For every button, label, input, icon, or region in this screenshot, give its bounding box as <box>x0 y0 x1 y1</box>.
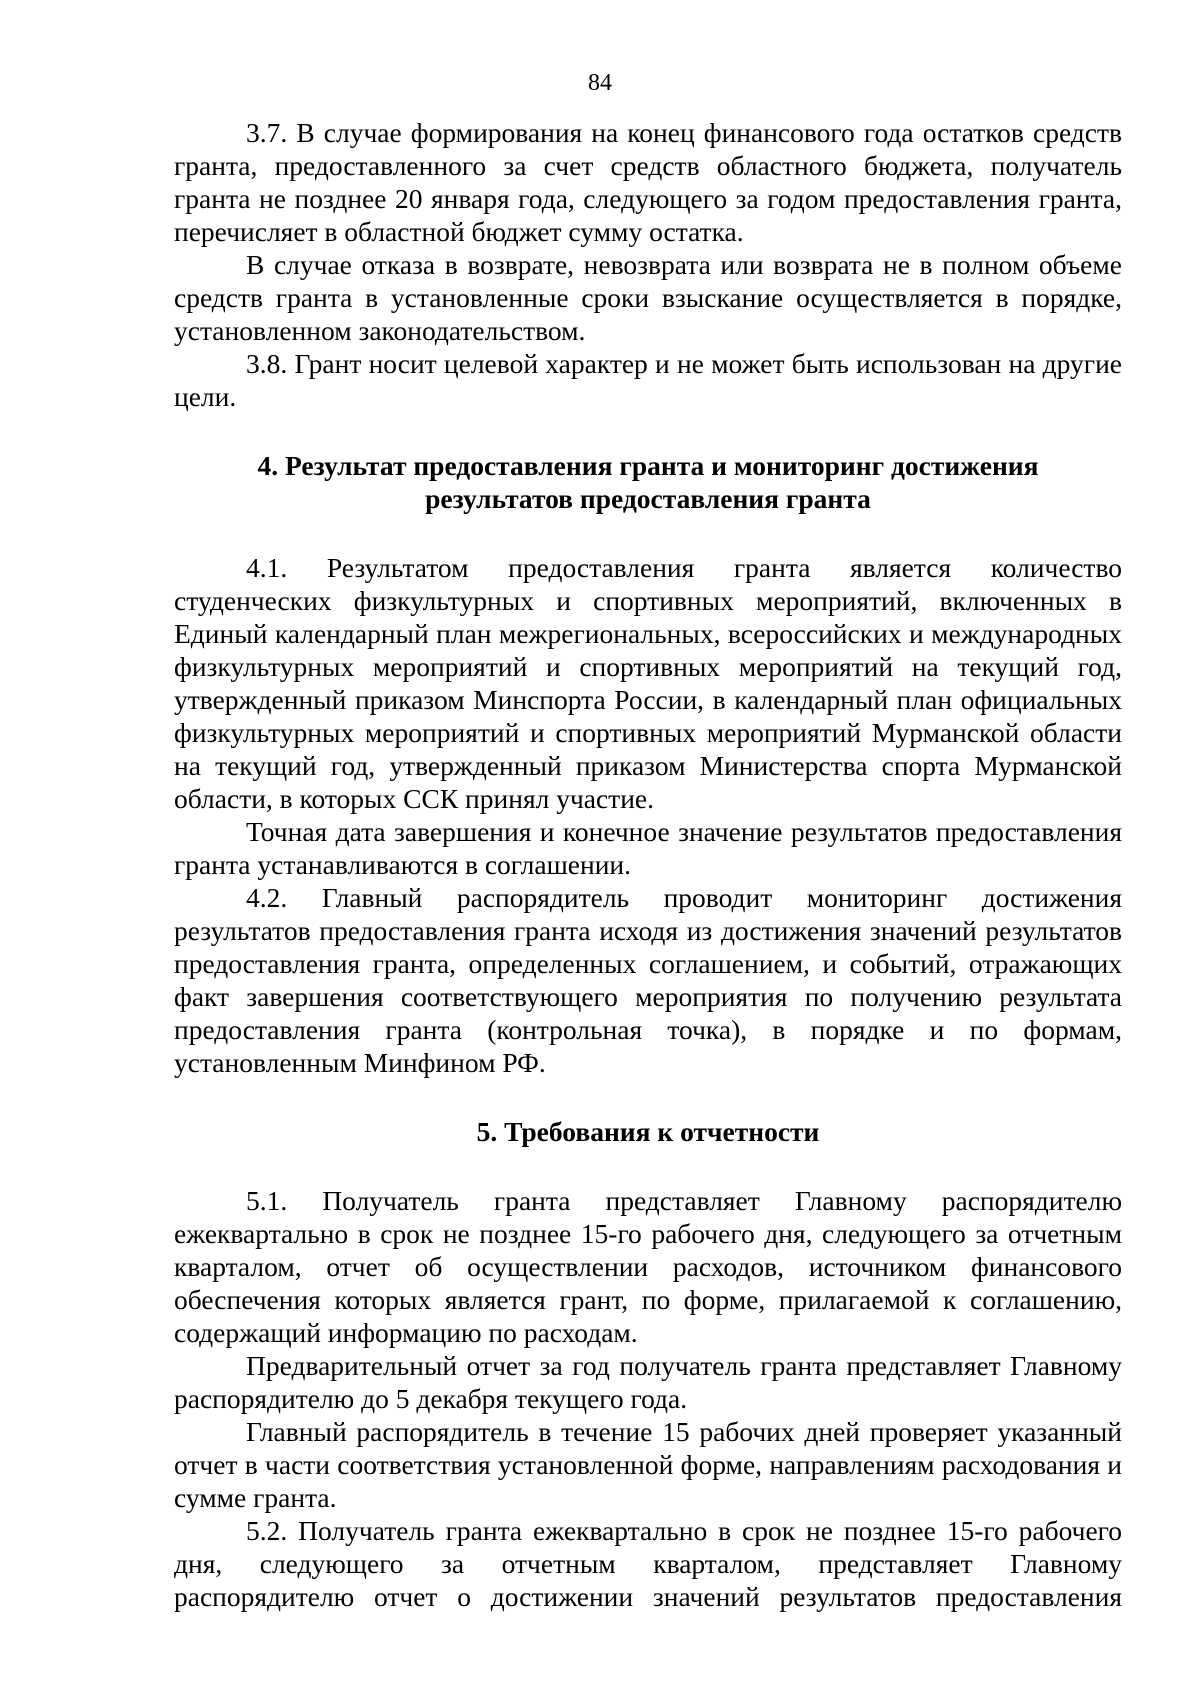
paragraph-3-7: 3.7. В случае формирования на конец финансового года остатков средств гранта, предоставленного за счет средств областного бюджета, получатель гранта не позднее 20 января года, следующего за годом предоставления гранта, перечисляет в областной бюджет сумму остатка. <box>174 117 1122 247</box>
paragraph-4-1-date: Точная дата завершения и конечное значение результатов предоставления гранта устанавливаются в соглашении. <box>174 816 1122 880</box>
page-content <box>174 116 1122 1613</box>
paragraph-4-2: 4.2. Главный распорядитель проводит мониторинг достижения результатов предоставления гранта исходя из достижения значений результатов предоставления гранта, определенных соглашением, и событий, отражающих факт завершения соответствующего мероприятия по получению результата предоставления гранта (контрольная точка), в порядке и по формам, установленным Минфином РФ. <box>174 882 1122 1078</box>
section-5-heading: 5. Требования к отчетности <box>476 1116 820 1147</box>
paragraph-5-1: 5.1. Получатель гранта представляет Главному распорядителю ежеквартально в срок не позднее 15-го рабочего дня, следующего за отчетным кварталом, отчет об осуществлении расходов, источником финансового обеспечения которых является грант, по форме, прилагаемой к соглашению, содержащий информацию по расходам. <box>174 1185 1122 1348</box>
paragraph-4-1: 4.1. Результатом предоставления гранта является количество студенческих физкультурных и спортивных мероприятий, включенных в Единый календарный план межрегиональных, всероссийских и международных физкультурных мероприятий и спортивных мероприятий на текущий год, утвержденный приказом Минспорта России, в календарный план официальных физкультурных мероприятий и спортивных мероприятий Мурманской области на текущий год, утвержденный приказом Министерства спорта Мурманской области, в которых ССК принял участие. <box>174 552 1122 814</box>
paragraph-5-2: 5.2. Получатель гранта ежеквартально в срок не позднее 15-го рабочего дня, следующего за отчетным кварталом, представляет Главному распорядителю отчет о достижении значений результатов предоставления <box>174 1515 1122 1612</box>
paragraph-5-1-check: Главный распорядитель в течение 15 рабочих дней проверяет указанный отчет в части соответствия установленной форме, направлениям расходования и сумме гранта. <box>174 1416 1122 1513</box>
section-4-heading: 4. Результат предоставления гранта и мониторинг достижения результатов предоставления гранта <box>257 450 1039 514</box>
page-number: 84 <box>588 70 612 96</box>
paragraph-3-7-refund: В случае отказа в возврате, невозврата или возврата не в полном объеме средств гранта в установленные сроки взыскание осуществляется в порядке, установленном законодательством. <box>174 249 1122 346</box>
paragraph-3-8: 3.8. Грант носит целевой характер и не может быть использован на другие цели. <box>174 348 1122 412</box>
paragraph-5-1-preliminary: Предварительный отчет за год получатель гранта представляет Главному распорядителю до 5 декабря текущего года. <box>174 1350 1122 1414</box>
